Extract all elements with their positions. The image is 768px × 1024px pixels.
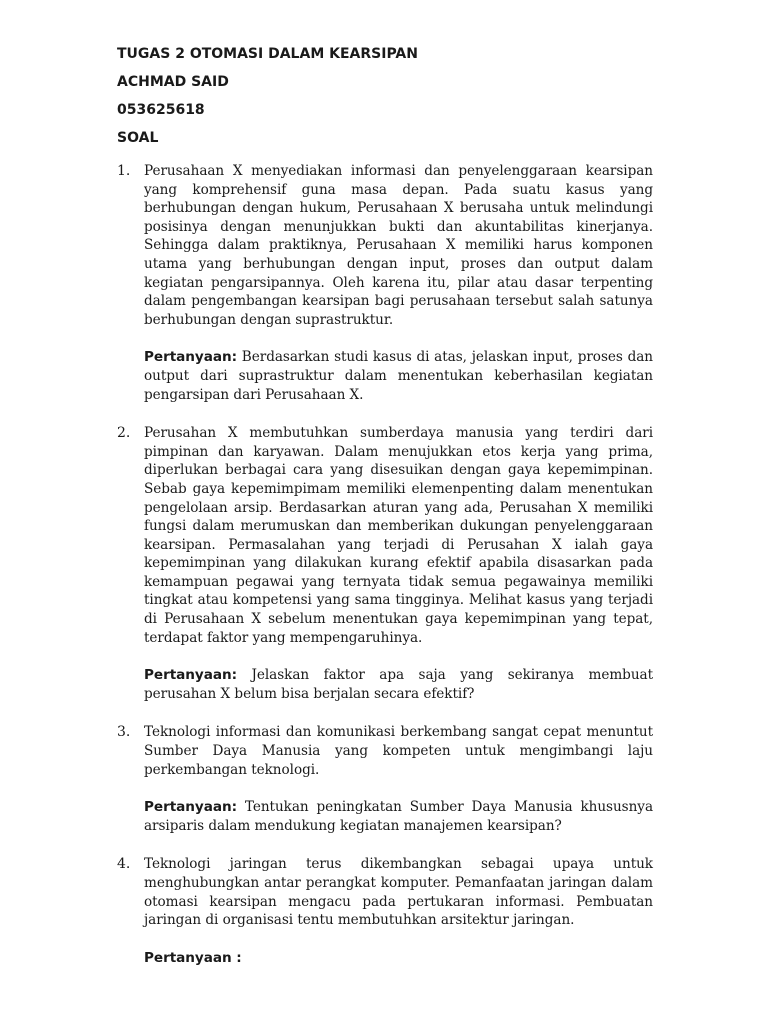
question-text [144, 949, 653, 968]
question-list [117, 162, 653, 967]
student-id: 053625618 [117, 102, 205, 118]
list-item [117, 424, 653, 703]
question-body: Berdasarkan studi kasus di atas, jelaskan input, proses dan output dari suprastruktur dalam menentukan keberhasilan kegiatan pengarsipan dari Perusahaan X. [144, 349, 653, 403]
question-label: Pertanyaan: [144, 349, 238, 366]
item-number: 2. [117, 425, 131, 442]
question-text [144, 348, 653, 404]
item-number: 1. [117, 163, 131, 179]
case-text: Perusahaan X menyediakan informasi dan penyelenggaraan kearsipan yang komprehensif guna masa depan. Pada suatu kasus yang berhubungan dengan hukum, Perusahaan X berusaha untuk melindungi posisinya dengan menunjukkan bukti dan akuntabilitas kinerjanya. Sehingga dalam praktiknya, Perusahaan X memiliki harus komponen utama yang berhubungan dengan input, proses dan output dalam kegiatan pengarsipannya. Oleh karena itu, pilar atau dasar terpenting dalam pengembangan kearsipan bagi perusahaan tersebut salah satunya berhubungan dengan suprastruktur. [144, 163, 653, 328]
document-title: TUGAS 2 OTOMASI DALAM KEARSIPAN [117, 46, 418, 62]
item-number: 4. [117, 856, 131, 873]
student-name: ACHMAD SAID [117, 74, 229, 90]
case-text: Teknologi jaringan terus dikembangkan sebagai upaya untuk menghubungkan antar perangkat komputer. Pemanfaatan jaringan dalam otomasi kearsipan mengacu pada pertukaran informasi. Pembuatan jaringan di organisasi tentu membutuhkan arsitektur jaringan. [144, 856, 653, 929]
list-item [117, 162, 653, 404]
section-heading: SOAL [117, 130, 159, 146]
question-label: Pertanyaan : [144, 949, 242, 966]
question-text [144, 798, 653, 835]
list-item [117, 723, 653, 835]
question-text [144, 666, 653, 703]
item-number: 3. [117, 724, 131, 741]
list-item [117, 855, 653, 967]
case-text: Teknologi informasi dan komunikasi berkembang sangat cepat menuntut Sumber Daya Manusia yang kompeten untuk mengimbangi laju perkembangan teknologi. [144, 724, 653, 778]
question-body: Tentukan peningkatan Sumber Daya Manusia khususnya arsiparis dalam mendukung kegiatan manajemen kearsipan? [144, 799, 653, 834]
question-label: Pertanyaan: [144, 799, 238, 816]
question-label: Pertanyaan: [144, 667, 238, 684]
question-body: Jelaskan faktor apa saja yang sekiranya membuat perusahan X belum bisa berjalan secara efektif? [144, 667, 653, 702]
case-text: Perusahan X membutuhkan sumberdaya manusia yang terdiri dari pimpinan dan karyawan. Dalam menujukkan etos kerja yang prima, diperlukan berbagai cara yang disesuikan dengan gaya kepemimpinan. Sebab gaya kepemimpimam memiliki elemenpenting dalam menentukan pengelolaan arsip. Berdasarkan aturan yang ada, Perusahan X memiliki fungsi dalam merumuskan dan memberikan dukungan penyelenggaraan kearsipan. Permasalahan yang terjadi di Perusahan X ialah gaya kepemimpinan yang dilakukan kurang efektif apabila disasarkan pada kemampuan pegawai yang ternyata tidak semua pegawainya memiliki tingkat atau kompetensi yang sama tingginya. Melihat kasus yang terjadi di Perusahaan X sebelum menentukan gaya kepemimpinan yang tepat, terdapat faktor yang mempengaruhinya. [144, 425, 653, 646]
